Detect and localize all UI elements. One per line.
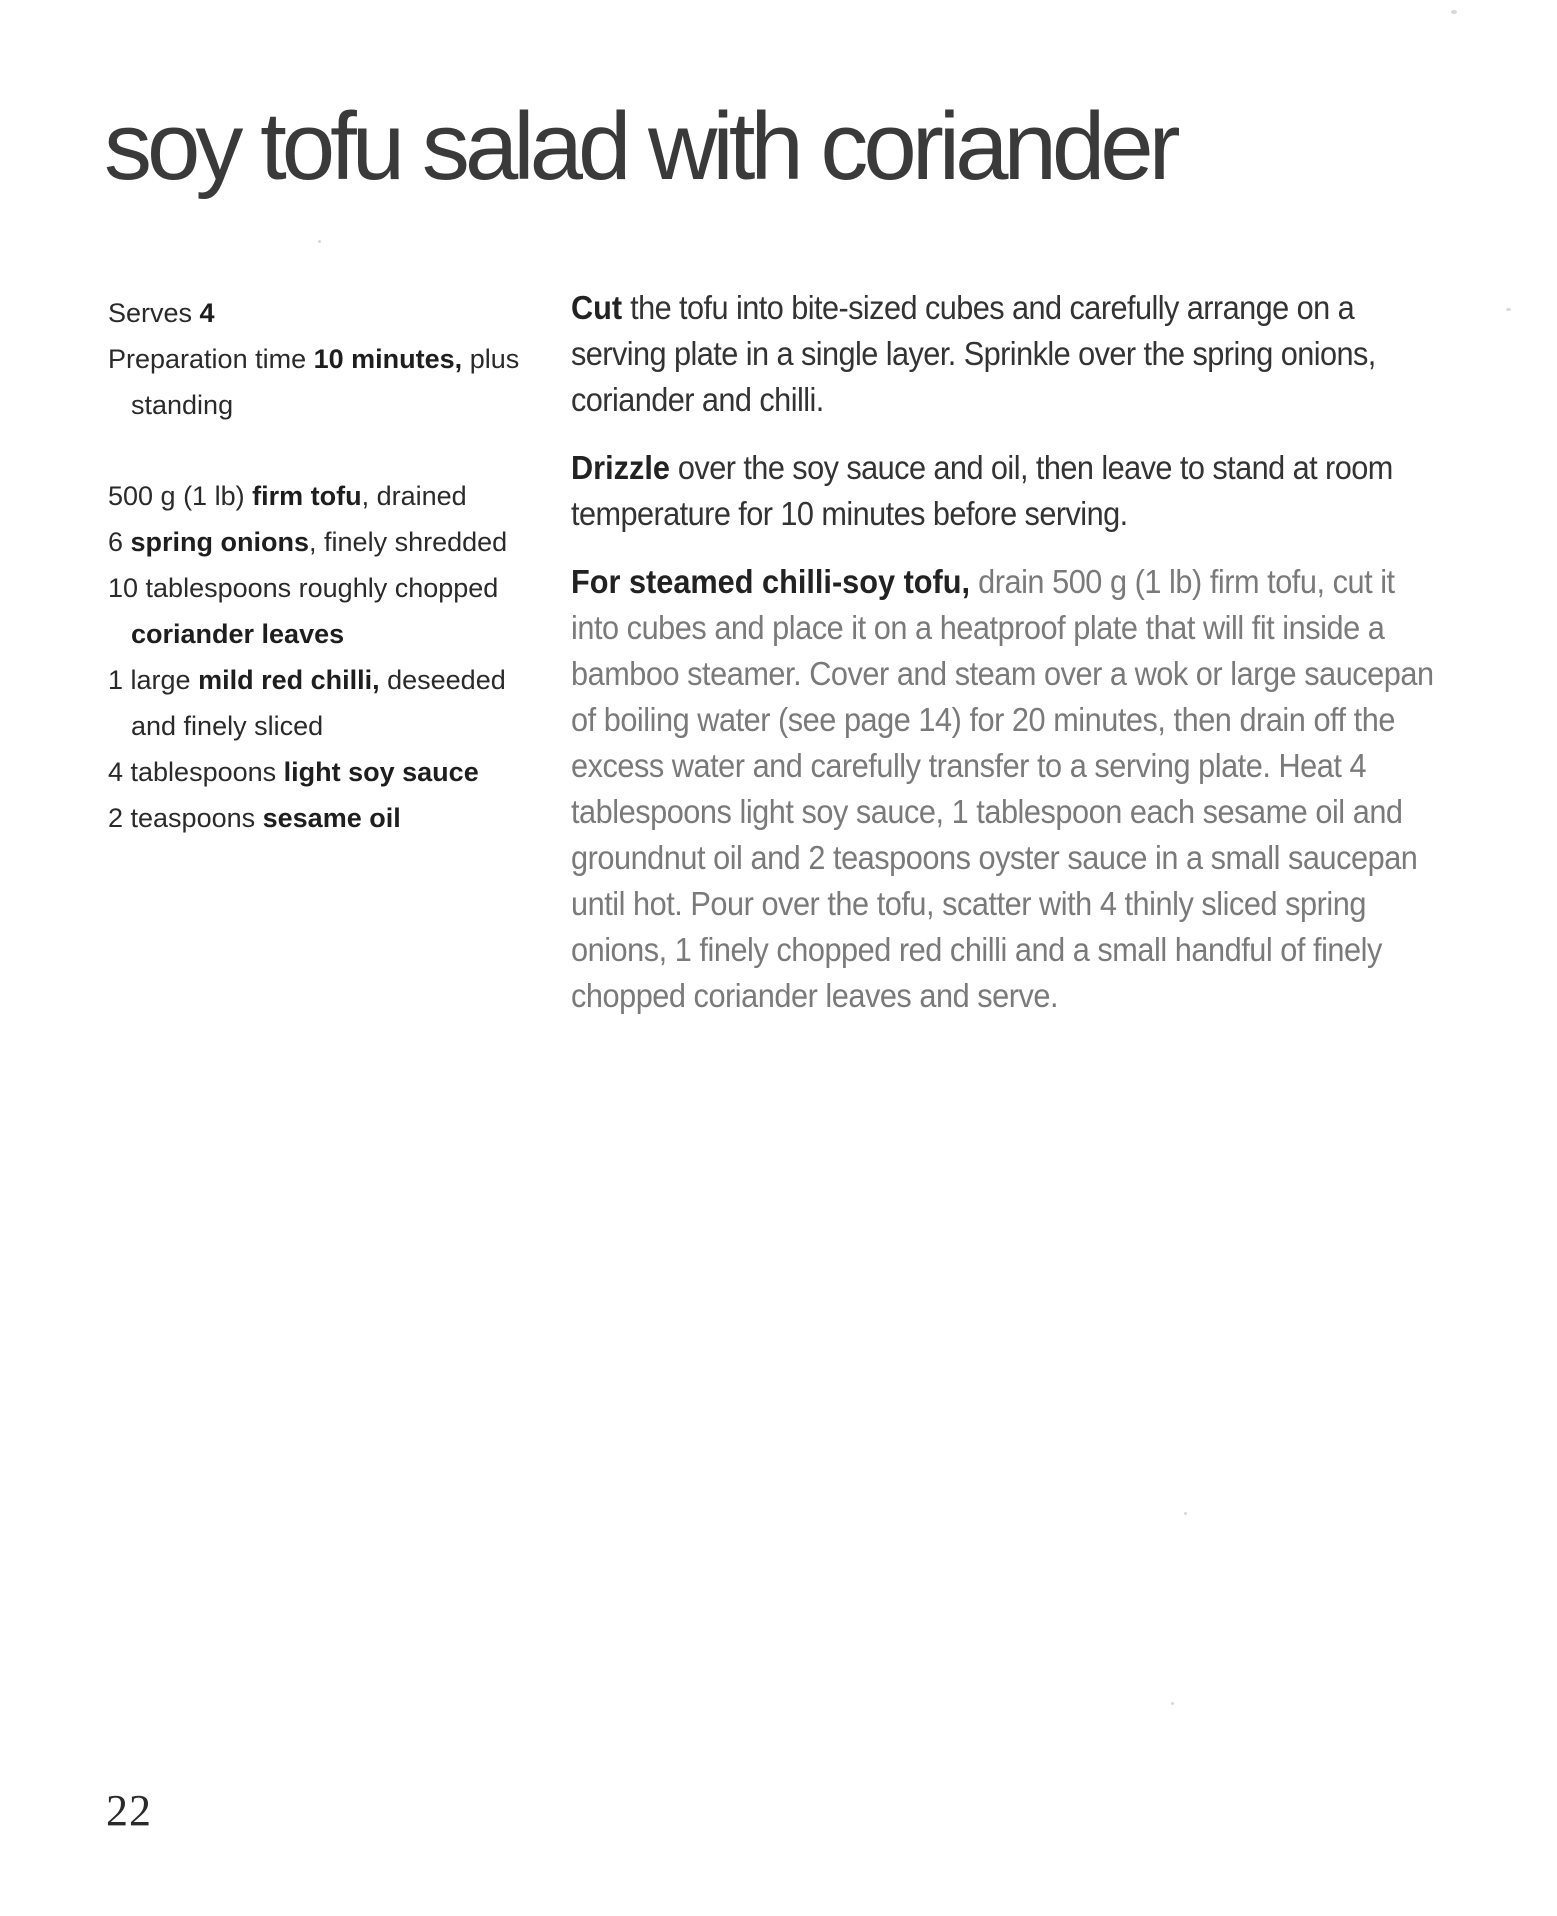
step-lead: Drizzle [571, 449, 670, 486]
ingredient-note: , drained [361, 481, 467, 511]
ingredient-item [108, 565, 548, 657]
recipe-title: soy tofu salad with coriander [104, 93, 1176, 200]
ingredient-qty: 10 tablespoons roughly chopped [108, 573, 499, 603]
ingredient-item [108, 519, 548, 565]
prep-value: 10 minutes, [313, 344, 463, 374]
ingredient-item [108, 795, 548, 841]
ingredients-list [108, 473, 548, 841]
recipe-sidebar [108, 290, 548, 841]
ingredient-qty: 4 tablespoons [108, 757, 284, 787]
prep-time-line [108, 336, 548, 428]
variant-comma: , [961, 563, 971, 600]
method-step [571, 285, 1436, 423]
prep-label: Preparation time [108, 344, 314, 374]
step-text: the tofu into bite-sized cubes and carefully arrange on a serving plate in a single layer. Sprinkle over the spring onions, coriander and chilli. [571, 289, 1376, 418]
ingredient-qty: 6 [108, 527, 131, 557]
scan-speck [1506, 308, 1511, 311]
prep-suffix: plus standing [131, 344, 520, 420]
ingredient-item [108, 473, 548, 519]
ingredient-name: firm tofu [252, 481, 362, 511]
serves-value: 4 [199, 298, 215, 328]
ingredient-name: light soy sauce [283, 757, 479, 787]
ingredient-name: spring onions [130, 527, 310, 557]
ingredient-item [108, 749, 548, 795]
step-text: over the soy sauce and oil, then leave to stand at room temperature for 10 minutes before serving. [571, 449, 1393, 532]
ingredient-note: deseeded and finely sliced [131, 665, 506, 741]
ingredient-qty: 1 large [108, 665, 199, 695]
recipe-method [571, 285, 1441, 1019]
page-number: 22 [106, 1786, 152, 1835]
serves-label: Serves [108, 298, 200, 328]
ingredient-qty: 2 teaspoons [108, 803, 263, 833]
ingredient-name: coriander leaves [131, 619, 345, 649]
scan-speck [1171, 1702, 1174, 1705]
ingredient-name: sesame oil [262, 803, 401, 833]
scan-speck [1451, 10, 1457, 14]
variant-text: drain 500 g (1 lb) firm tofu, cut it into cubes and place it on a heatproof plate that will fit inside a bamboo steamer. Cover and steam over a wok or large saucepan of boiling water (see page 14) for 20 minutes, then drain off the excess water and carefully transfer to a serving plate. Heat 4 tablespoons light soy sauce, 1 tablespoon each sesame oil and groundnut oil and 2 teaspoons oyster sauce in a small saucepan until hot. Pour over the tofu, scatter with 4 thinly sliced spring onions, 1 finely chopped red chilli and a small handful of finely chopped coriander leaves and serve. [571, 563, 1434, 1014]
ingredient-item [108, 657, 548, 749]
step-lead: Cut [571, 289, 623, 326]
scan-speck [318, 240, 321, 243]
method-step [571, 445, 1436, 537]
serves-line [108, 290, 548, 336]
ingredient-qty: 500 g (1 lb) [108, 481, 253, 511]
variant-lead: For steamed chilli-soy tofu [571, 563, 962, 600]
recipe-meta [108, 290, 548, 428]
variant-paragraph [571, 559, 1436, 1019]
ingredient-name: mild red chilli, [198, 665, 380, 695]
ingredient-note: , finely shredded [309, 527, 508, 557]
scan-speck [1184, 1512, 1187, 1515]
